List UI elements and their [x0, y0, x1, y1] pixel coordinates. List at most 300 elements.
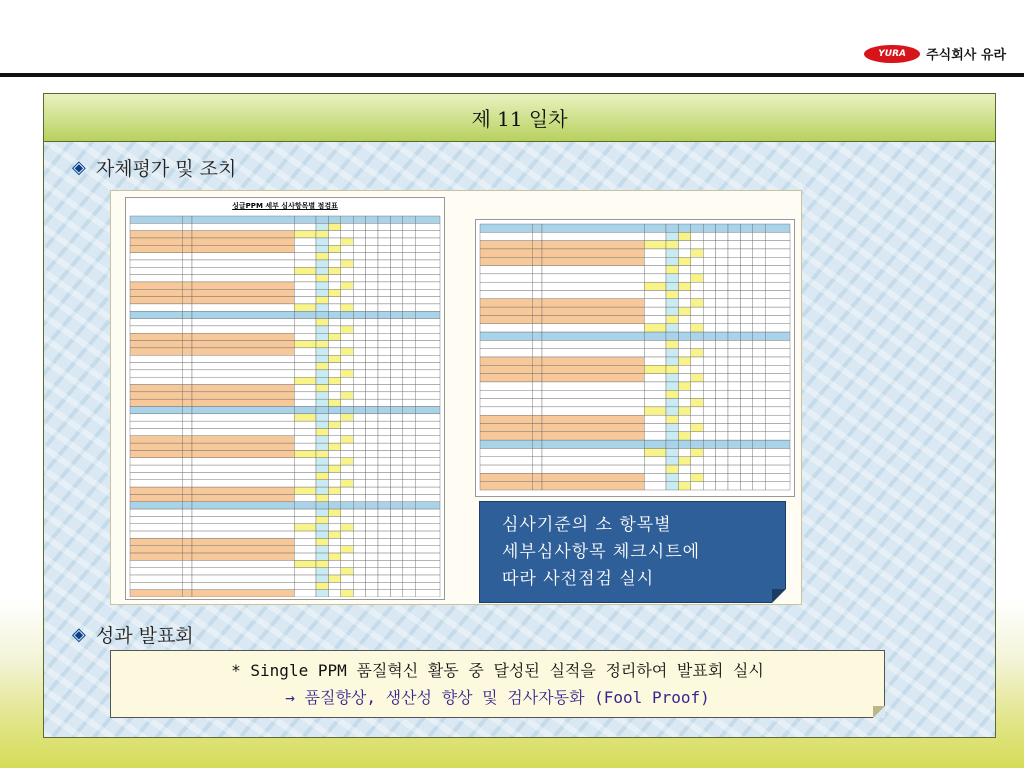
checklist-cell — [753, 257, 765, 265]
checklist-cell — [294, 333, 316, 340]
checklist-cell — [678, 448, 690, 456]
checklist-cell — [403, 407, 415, 414]
checklist-cell — [366, 275, 378, 282]
checklist-cell — [353, 590, 365, 597]
checklist-cell — [328, 560, 340, 567]
checklist-cell — [353, 245, 365, 252]
checklist-cell — [294, 319, 316, 326]
checklist-cell — [353, 363, 365, 370]
checklist-cell — [353, 267, 365, 274]
checklist-cell — [183, 428, 192, 435]
checklist-cell — [130, 546, 183, 553]
checklist-cell — [644, 249, 666, 257]
checklist-cell — [390, 304, 402, 311]
checklist-cell — [765, 340, 790, 348]
checklist-cell — [328, 370, 340, 377]
checklist-cell — [192, 355, 294, 362]
checklist-cell — [533, 399, 542, 407]
checklist-cell — [691, 324, 703, 332]
checklist-cell — [130, 472, 183, 479]
checklist-cell — [390, 472, 402, 479]
checklist-cell — [480, 399, 533, 407]
checklist-cell — [716, 324, 728, 332]
checklist-cell — [765, 291, 790, 299]
summary-box — [110, 650, 885, 718]
checklist-cell — [353, 297, 365, 304]
checklist-cell — [353, 392, 365, 399]
checklist-cell — [728, 399, 740, 407]
checklist-cell — [378, 319, 390, 326]
checklist-cell — [192, 560, 294, 567]
checklist-cell — [415, 311, 440, 318]
checklist-cell — [183, 267, 192, 274]
checklist-cell — [716, 232, 728, 240]
checklist-cell — [403, 289, 415, 296]
checklist-cell — [366, 458, 378, 465]
checklist-cell — [353, 436, 365, 443]
checklist-cell — [353, 421, 365, 428]
checklist-cell — [415, 326, 440, 333]
checklist-cell — [644, 465, 666, 473]
checklist-cell — [130, 450, 183, 457]
checklist-cell — [765, 266, 790, 274]
checklist-cell — [341, 494, 353, 501]
checklist-cell — [716, 266, 728, 274]
checklist-grid-left — [126, 212, 444, 597]
checklist-cell — [378, 385, 390, 392]
checklist-cell — [366, 443, 378, 450]
checklist-cell — [353, 465, 365, 472]
checklist-cell — [183, 275, 192, 282]
checklist-cell — [753, 399, 765, 407]
checklist-cell — [192, 553, 294, 560]
checklist-cell — [192, 333, 294, 340]
checklist-cell — [390, 502, 402, 509]
checklist-cell — [728, 266, 740, 274]
checklist-cell — [192, 231, 294, 238]
checklist-cell — [533, 299, 542, 307]
checklist-cell — [678, 315, 690, 323]
checklist-cell — [542, 241, 644, 249]
checklist-cell — [415, 531, 440, 538]
checklist-cell — [666, 399, 678, 407]
checklist-cell — [378, 524, 390, 531]
checklist-cell — [728, 332, 740, 340]
checklist-cell — [378, 502, 390, 509]
checklist-cell — [403, 524, 415, 531]
checklist-cell — [403, 245, 415, 252]
checklist-cell — [480, 457, 533, 465]
checklist-cell — [328, 377, 340, 384]
checklist-cell — [765, 315, 790, 323]
checklist-cell — [415, 348, 440, 355]
checklist-cell — [403, 590, 415, 597]
checklist-cell — [703, 457, 715, 465]
checklist-cell — [341, 436, 353, 443]
checklist-cell — [703, 241, 715, 249]
checklist-cell — [390, 289, 402, 296]
checklist-cell — [691, 282, 703, 290]
checklist-cell — [192, 289, 294, 296]
checklist-cell — [294, 304, 316, 311]
checklist-cell — [542, 232, 644, 240]
checklist-cell — [415, 370, 440, 377]
checklist-cell — [480, 340, 533, 348]
checklist-cell — [415, 282, 440, 289]
checklist-cell — [480, 241, 533, 249]
checklist-cell — [415, 575, 440, 582]
checklist-cell — [415, 553, 440, 560]
checklist-cell — [691, 457, 703, 465]
checklist-cell — [294, 436, 316, 443]
checklist-cell — [644, 407, 666, 415]
checklist-cell — [378, 245, 390, 252]
diamond-bullet-icon: ◈ — [72, 623, 86, 645]
checklist-cell — [415, 289, 440, 296]
checklist-cell — [703, 482, 715, 490]
checklist-cell — [542, 482, 644, 490]
checklist-cell — [366, 348, 378, 355]
checklist-cell — [644, 448, 666, 456]
checklist-cell — [678, 457, 690, 465]
checklist-cell — [703, 307, 715, 315]
checklist-cell — [294, 216, 316, 223]
checklist-cell — [542, 457, 644, 465]
content-frame — [43, 93, 996, 738]
checklist-cell — [666, 448, 678, 456]
checklist-cell — [316, 326, 328, 333]
checklist-cell — [378, 326, 390, 333]
checklist-cell — [533, 315, 542, 323]
checklist-cell — [703, 349, 715, 357]
checklist-cell — [192, 443, 294, 450]
checklist-cell — [192, 546, 294, 553]
checklist-cell — [390, 582, 402, 589]
checklist-cell — [480, 324, 533, 332]
checklist-cell — [415, 502, 440, 509]
checklist-cell — [378, 399, 390, 406]
checklist-cell — [533, 440, 542, 448]
checklist-cell — [378, 428, 390, 435]
checklist-cell — [740, 291, 752, 299]
checklist-cell — [415, 238, 440, 245]
checklist-cell — [716, 282, 728, 290]
checklist-cell — [316, 436, 328, 443]
checklist-cell — [390, 216, 402, 223]
checklist-cell — [403, 421, 415, 428]
checklist-cell — [542, 224, 644, 232]
checklist-cell — [378, 582, 390, 589]
checklist-cell — [353, 370, 365, 377]
checklist-cell — [341, 385, 353, 392]
checklist-cell — [378, 560, 390, 567]
checklist-cell — [183, 260, 192, 267]
checklist-cell — [678, 382, 690, 390]
checklist-cell — [192, 421, 294, 428]
checklist-cell — [183, 348, 192, 355]
checklist-cell — [341, 480, 353, 487]
checklist-cell — [328, 267, 340, 274]
checklist-cell — [378, 260, 390, 267]
checklist-cell — [740, 390, 752, 398]
checklist-cell — [740, 315, 752, 323]
checklist-cell — [691, 299, 703, 307]
checklist-cell — [353, 399, 365, 406]
checklist-cell — [328, 568, 340, 575]
checklist-cell — [192, 238, 294, 245]
checklist-cell — [666, 291, 678, 299]
checklist-cell — [415, 260, 440, 267]
checklist-cell — [703, 415, 715, 423]
checklist-cell — [716, 465, 728, 473]
checklist-cell — [353, 450, 365, 457]
checklist-cell — [644, 257, 666, 265]
checklist-cell — [542, 473, 644, 481]
checklist-cell — [390, 487, 402, 494]
checklist-cell — [316, 590, 328, 597]
checklist-cell — [765, 448, 790, 456]
checklist-cell — [353, 575, 365, 582]
checklist-cell — [130, 575, 183, 582]
checklist-cell — [378, 377, 390, 384]
checklist-cell — [740, 473, 752, 481]
checklist-cell — [341, 399, 353, 406]
checklist-cell — [678, 282, 690, 290]
checklist-cell — [740, 232, 752, 240]
checklist-cell — [480, 315, 533, 323]
checklist-cell — [753, 415, 765, 423]
checklist-cell — [716, 432, 728, 440]
checklist-cell — [294, 538, 316, 545]
checklist-cell — [378, 553, 390, 560]
checklist-cell — [753, 224, 765, 232]
checklist-cell — [644, 382, 666, 390]
checklist-cell — [753, 357, 765, 365]
checklist-cell — [415, 582, 440, 589]
checklist-cell — [678, 440, 690, 448]
checklist-cell — [341, 304, 353, 311]
checklist-cell — [728, 315, 740, 323]
checklist-cell — [341, 458, 353, 465]
checklist-cell — [366, 326, 378, 333]
checklist-cell — [192, 377, 294, 384]
checklist-cell — [533, 415, 542, 423]
checklist-cell — [716, 374, 728, 382]
checklist-cell — [316, 377, 328, 384]
checklist-cell — [740, 440, 752, 448]
checklist-cell — [328, 289, 340, 296]
checklist-cell — [390, 341, 402, 348]
checklist-cell — [130, 582, 183, 589]
checklist-cell — [716, 357, 728, 365]
checklist-cell — [378, 546, 390, 553]
checklist-cell — [192, 428, 294, 435]
checklist-cell — [341, 363, 353, 370]
checklist-cell — [192, 568, 294, 575]
checklist-cell — [353, 231, 365, 238]
checklist-cell — [740, 482, 752, 490]
checklist-cell — [480, 473, 533, 481]
checklist-cell — [130, 377, 183, 384]
checklist-cell — [378, 480, 390, 487]
checklist-cell — [533, 473, 542, 481]
checklist-cell — [316, 289, 328, 296]
checklist-cell — [183, 546, 192, 553]
checklist-cell — [691, 232, 703, 240]
checklist-cell — [542, 282, 644, 290]
checklist-cell — [294, 502, 316, 509]
checklist-cell — [328, 231, 340, 238]
checklist-cell — [542, 374, 644, 382]
checklist-cell — [353, 509, 365, 516]
checklist-cell — [740, 424, 752, 432]
checklist-cell — [183, 407, 192, 414]
checklist-cell — [192, 524, 294, 531]
checklist-cell — [480, 365, 533, 373]
checklist-cell — [728, 249, 740, 257]
checklist-cell — [294, 568, 316, 575]
checklist-cell — [533, 291, 542, 299]
checklist-cell — [316, 516, 328, 523]
checklist-table-right — [475, 219, 795, 497]
checklist-cell — [480, 440, 533, 448]
callout-fold-corner — [772, 589, 786, 603]
checklist-cell — [644, 365, 666, 373]
checklist-cell — [294, 560, 316, 567]
callout-line-3: 따라 사전점검 실시 — [502, 569, 655, 589]
checklist-cell — [542, 249, 644, 257]
checklist-cell — [341, 311, 353, 318]
checklist-cell — [666, 382, 678, 390]
section-presentation — [72, 621, 194, 648]
checklist-cell — [480, 232, 533, 240]
checklist-cell — [366, 319, 378, 326]
checklist-cell — [294, 363, 316, 370]
checklist-cell — [740, 266, 752, 274]
checklist-cell — [341, 502, 353, 509]
checklist-cell — [740, 457, 752, 465]
checklist-cell — [328, 253, 340, 260]
checklist-cell — [316, 267, 328, 274]
checklist-cell — [691, 274, 703, 282]
checklist-cell — [703, 399, 715, 407]
checklist-cell — [666, 274, 678, 282]
checklist-cell — [130, 421, 183, 428]
checklist-cell — [753, 424, 765, 432]
checklist-cell — [728, 407, 740, 415]
checklist-cell — [691, 332, 703, 340]
checklist-cell — [316, 392, 328, 399]
checklist-cell — [403, 502, 415, 509]
checklist-cell — [353, 414, 365, 421]
checklist-cell — [328, 363, 340, 370]
checklist-cell — [716, 249, 728, 257]
checklist-cell — [533, 407, 542, 415]
checklist-cell — [378, 355, 390, 362]
checklist-cell — [403, 326, 415, 333]
checklist-cell — [765, 415, 790, 423]
checklist-cell — [644, 315, 666, 323]
checklist-cell — [691, 340, 703, 348]
checklist-cell — [183, 472, 192, 479]
checklist-cell — [728, 357, 740, 365]
checklist-cell — [316, 546, 328, 553]
checklist-cell — [328, 531, 340, 538]
checklist-cell — [294, 472, 316, 479]
checklist-cell — [678, 274, 690, 282]
checklist-cell — [740, 282, 752, 290]
checklist-cell — [765, 332, 790, 340]
checklist-cell — [644, 291, 666, 299]
checklist-cell — [403, 428, 415, 435]
checklist-cell — [678, 365, 690, 373]
checklist-cell — [666, 282, 678, 290]
checklist-cell — [533, 241, 542, 249]
checklist-cell — [480, 415, 533, 423]
checklist-cell — [716, 365, 728, 373]
checklist-cell — [294, 370, 316, 377]
checklist-cell — [130, 538, 183, 545]
checklist-cell — [403, 458, 415, 465]
checklist-cell — [353, 472, 365, 479]
checklist-cell — [353, 260, 365, 267]
checklist-cell — [183, 590, 192, 597]
checklist-cell — [666, 374, 678, 382]
checklist-cell — [403, 443, 415, 450]
checklist-cell — [415, 421, 440, 428]
checklist-cell — [666, 390, 678, 398]
checklist-cell — [753, 241, 765, 249]
checklist-cell — [415, 546, 440, 553]
checklist-cell — [716, 407, 728, 415]
checklist-cell — [703, 249, 715, 257]
checklist-cell — [328, 502, 340, 509]
checklist-cell — [542, 465, 644, 473]
checklist-cell — [691, 315, 703, 323]
checklist-cell — [316, 465, 328, 472]
checklist-cell — [740, 407, 752, 415]
checklist-cell — [533, 382, 542, 390]
checklist-cell — [403, 304, 415, 311]
checklist-cell — [703, 432, 715, 440]
checklist-cell — [415, 487, 440, 494]
checklist-cell — [533, 340, 542, 348]
checklist-cell — [644, 282, 666, 290]
checklist-cell — [533, 282, 542, 290]
checklist-cell — [644, 332, 666, 340]
checklist-cell — [480, 332, 533, 340]
checklist-cell — [183, 480, 192, 487]
checklist-cell — [366, 333, 378, 340]
checklist-cell — [678, 266, 690, 274]
checklist-cell — [353, 428, 365, 435]
checklist-cell — [130, 326, 183, 333]
checklist-cell — [378, 414, 390, 421]
checklist-cell — [765, 432, 790, 440]
checklist-cell — [328, 546, 340, 553]
checklist-cell — [316, 458, 328, 465]
checklist-cell — [192, 348, 294, 355]
checklist-cell — [130, 348, 183, 355]
checklist-cell — [183, 245, 192, 252]
checklist-cell — [328, 245, 340, 252]
checklist-cell — [390, 377, 402, 384]
checklist-cell — [366, 560, 378, 567]
checklist-cell — [130, 223, 183, 230]
checklist-cell — [480, 249, 533, 257]
checklist-cell — [644, 232, 666, 240]
checklist-cell — [480, 374, 533, 382]
